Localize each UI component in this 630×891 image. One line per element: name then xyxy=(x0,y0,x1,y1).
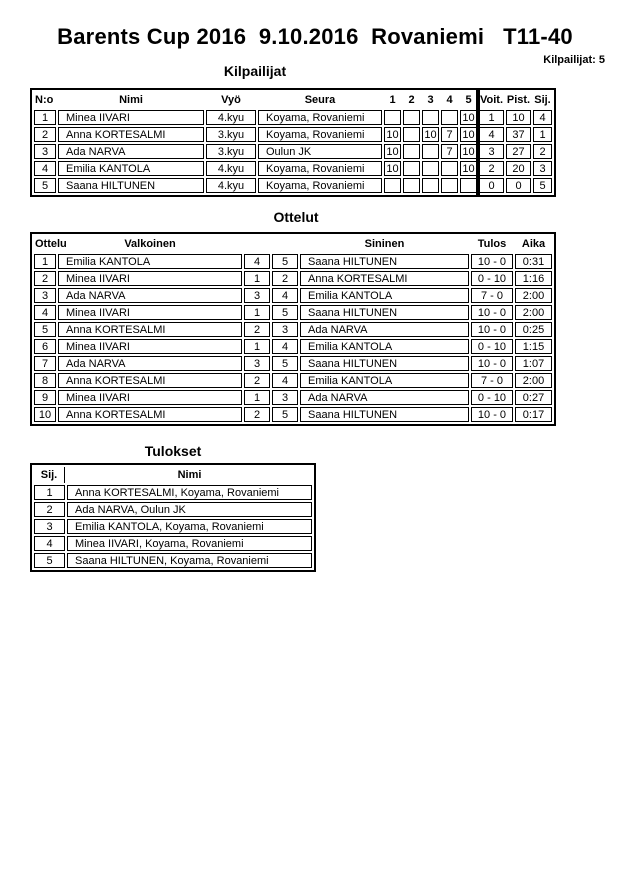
competitor-round-2-cell xyxy=(403,178,420,193)
match-row xyxy=(34,271,552,286)
competitor-round-1-cell xyxy=(384,110,401,125)
result-place-cell: 1 xyxy=(34,485,65,500)
competitor-round-3-cell xyxy=(422,178,439,193)
competitor-round-5-cell: 10 xyxy=(460,144,477,159)
competitor-points-cell: 27 xyxy=(506,144,531,159)
result-row xyxy=(34,519,312,534)
match-number-cell: 3 xyxy=(34,288,56,303)
competitor-round-2-cell xyxy=(403,144,420,159)
competitor-points-cell: 37 xyxy=(506,127,531,142)
match-blue-number-cell: 3 xyxy=(272,322,298,337)
match-blue-name-cell: Emilia KANTOLA xyxy=(300,339,469,354)
competitor-wins-cell: 4 xyxy=(479,127,504,142)
match-time-cell: 1:15 xyxy=(515,339,552,354)
competitor-row xyxy=(34,144,552,159)
competitor-row xyxy=(34,110,552,125)
match-blue-number-cell: 5 xyxy=(272,356,298,371)
competitors-group-divider xyxy=(476,88,480,197)
match-row xyxy=(34,373,552,388)
result-row xyxy=(34,502,312,517)
header-wins: Voit. xyxy=(479,94,503,106)
match-time-cell: 2:00 xyxy=(515,305,552,320)
matches-table xyxy=(30,232,556,426)
match-blue-name-cell: Saana HILTUNEN xyxy=(300,305,469,320)
header-points: Pist. xyxy=(506,94,531,106)
competitor-round-1-cell: 10 xyxy=(384,127,401,142)
match-number-cell: 8 xyxy=(34,373,56,388)
match-white-name-cell: Emilia KANTOLA xyxy=(58,254,242,269)
section-title-results: Tulokset xyxy=(144,443,202,459)
result-name-cell: Ada NARVA, Oulun JK xyxy=(67,502,312,517)
match-row xyxy=(34,322,552,337)
competitor-number-cell: 5 xyxy=(34,178,56,193)
match-result-cell: 10 - 0 xyxy=(471,407,513,422)
match-result-cell: 0 - 10 xyxy=(471,271,513,286)
header-place: Sij. xyxy=(534,94,551,106)
match-row xyxy=(34,407,552,422)
match-white-name-cell: Minea IIVARI xyxy=(58,339,242,354)
header-round-5: 5 xyxy=(465,94,472,106)
competitor-club-cell: Koyama, Rovaniemi xyxy=(258,110,382,125)
competitor-round-1-cell xyxy=(384,178,401,193)
competitor-row xyxy=(34,127,552,142)
match-row xyxy=(34,390,552,405)
competitor-round-3-cell xyxy=(422,110,439,125)
competitor-round-5-cell: 10 xyxy=(460,127,477,142)
competitor-name-cell: Ada NARVA xyxy=(58,144,204,159)
competitor-belt-cell: 3.kyu xyxy=(206,144,256,159)
match-number-cell: 4 xyxy=(34,305,56,320)
competitor-name-cell: Anna KORTESALMI xyxy=(58,127,204,142)
match-number-cell: 9 xyxy=(34,390,56,405)
competitor-round-2-cell xyxy=(403,110,420,125)
match-result-cell: 7 - 0 xyxy=(471,288,513,303)
header-result-place: Sij. xyxy=(34,467,65,483)
match-time-cell: 0:31 xyxy=(515,254,552,269)
section-title-matches: Ottelut xyxy=(273,209,319,225)
header-round-1: 1 xyxy=(389,94,396,106)
competitor-number-cell: 3 xyxy=(34,144,56,159)
competitor-points-cell: 10 xyxy=(506,110,531,125)
result-name-cell: Emilia KANTOLA, Koyama, Rovaniemi xyxy=(67,519,312,534)
competitor-row xyxy=(34,161,552,176)
match-time-cell: 0:27 xyxy=(515,390,552,405)
match-white-number-cell: 2 xyxy=(244,322,270,337)
result-row xyxy=(34,536,312,551)
match-time-cell: 1:16 xyxy=(515,271,552,286)
match-number-cell: 5 xyxy=(34,322,56,337)
match-blue-number-cell: 5 xyxy=(272,305,298,320)
match-row xyxy=(34,356,552,371)
header-belt: Vyö xyxy=(221,94,241,106)
competitor-row xyxy=(34,178,552,193)
competitor-belt-cell: 4.kyu xyxy=(206,161,256,176)
competitor-round-3-cell: 10 xyxy=(422,127,439,142)
competitor-round-4-cell: 7 xyxy=(441,144,458,159)
competitor-number-cell: 4 xyxy=(34,161,56,176)
match-blue-name-cell: Ada NARVA xyxy=(300,322,469,337)
competitor-club-cell: Koyama, Rovaniemi xyxy=(258,161,382,176)
results-table-body xyxy=(34,485,312,568)
competitor-round-4-cell xyxy=(441,110,458,125)
result-name-cell: Saana HILTUNEN, Koyama, Rovaniemi xyxy=(67,553,312,568)
competitor-belt-cell: 4.kyu xyxy=(206,178,256,193)
match-blue-number-cell: 5 xyxy=(272,407,298,422)
match-time-cell: 2:00 xyxy=(515,288,552,303)
result-name-cell: Minea IIVARI, Koyama, Rovaniemi xyxy=(67,536,312,551)
result-name-cell: Anna KORTESALMI, Koyama, Rovaniemi xyxy=(67,485,312,500)
competitor-round-5-cell: 10 xyxy=(460,110,477,125)
competitor-number-cell: 1 xyxy=(34,110,56,125)
match-white-number-cell: 1 xyxy=(244,339,270,354)
header-blue-number xyxy=(272,236,298,252)
competitor-round-2-cell xyxy=(403,127,420,142)
match-blue-number-cell: 4 xyxy=(272,339,298,354)
competitor-round-5-cell xyxy=(460,178,477,193)
header-result-name: Nimi xyxy=(177,469,202,481)
match-blue-number-cell: 5 xyxy=(272,254,298,269)
header-result: Tulos xyxy=(477,238,507,250)
competitor-place-cell: 2 xyxy=(533,144,552,159)
competitor-round-5-cell: 10 xyxy=(460,161,477,176)
competitor-round-4-cell xyxy=(441,161,458,176)
result-place-cell: 3 xyxy=(34,519,65,534)
match-time-cell: 1:07 xyxy=(515,356,552,371)
match-result-cell: 7 - 0 xyxy=(471,373,513,388)
header-blue: Sininen xyxy=(364,238,405,250)
match-white-name-cell: Minea IIVARI xyxy=(58,390,242,405)
match-blue-name-cell: Saana HILTUNEN xyxy=(300,407,469,422)
competitor-place-cell: 5 xyxy=(533,178,552,193)
match-blue-name-cell: Anna KORTESALMI xyxy=(300,271,469,286)
competitor-place-cell: 3 xyxy=(533,161,552,176)
match-result-cell: 10 - 0 xyxy=(471,356,513,371)
competitor-name-cell: Minea IIVARI xyxy=(58,110,204,125)
match-blue-name-cell: Saana HILTUNEN xyxy=(300,254,469,269)
match-time-cell: 2:00 xyxy=(515,373,552,388)
header-club: Seura xyxy=(304,94,336,106)
result-row xyxy=(34,553,312,568)
match-white-number-cell: 3 xyxy=(244,356,270,371)
match-white-name-cell: Anna KORTESALMI xyxy=(58,407,242,422)
competitors-table-body xyxy=(34,110,552,193)
competitor-points-cell: 0 xyxy=(506,178,531,193)
competitor-round-2-cell xyxy=(403,161,420,176)
header-name: Nimi xyxy=(119,94,143,106)
match-row xyxy=(34,254,552,269)
competitor-round-3-cell xyxy=(422,144,439,159)
match-white-name-cell: Anna KORTESALMI xyxy=(58,373,242,388)
match-blue-name-cell: Emilia KANTOLA xyxy=(300,288,469,303)
header-round-2: 2 xyxy=(408,94,415,106)
competitor-club-cell: Oulun JK xyxy=(258,144,382,159)
page-title: Barents Cup 2016 9.10.2016 Rovaniemi T11-40 xyxy=(57,24,573,49)
competitor-club-cell: Koyama, Rovaniemi xyxy=(258,127,382,142)
competitor-name-cell: Saana HILTUNEN xyxy=(58,178,204,193)
competitor-round-4-cell xyxy=(441,178,458,193)
match-white-number-cell: 4 xyxy=(244,254,270,269)
matches-header-row xyxy=(34,236,552,252)
competitor-name-cell: Emilia KANTOLA xyxy=(58,161,204,176)
match-number-cell: 6 xyxy=(34,339,56,354)
match-number-cell: 2 xyxy=(34,271,56,286)
match-result-cell: 0 - 10 xyxy=(471,339,513,354)
match-white-name-cell: Anna KORTESALMI xyxy=(58,322,242,337)
section-title-competitors: Kilpailijat xyxy=(223,63,287,79)
result-place-cell: 5 xyxy=(34,553,65,568)
header-match: Ottelu xyxy=(35,238,67,250)
matches-table-body xyxy=(34,254,552,422)
match-white-number-cell: 1 xyxy=(244,271,270,286)
results-table xyxy=(30,463,316,572)
competitor-points-cell: 20 xyxy=(506,161,531,176)
header-number: N:o xyxy=(35,94,54,106)
match-blue-name-cell: Saana HILTUNEN xyxy=(300,356,469,371)
header-round-4: 4 xyxy=(446,94,453,106)
match-row xyxy=(34,305,552,320)
competitor-number-cell: 2 xyxy=(34,127,56,142)
header-time: Aika xyxy=(521,238,546,250)
match-result-cell: 0 - 10 xyxy=(471,390,513,405)
match-blue-number-cell: 4 xyxy=(272,288,298,303)
match-result-cell: 10 - 0 xyxy=(471,322,513,337)
competitor-place-cell: 1 xyxy=(533,127,552,142)
match-white-number-cell: 2 xyxy=(244,407,270,422)
competitor-round-1-cell: 10 xyxy=(384,161,401,176)
match-blue-number-cell: 4 xyxy=(272,373,298,388)
match-blue-number-cell: 2 xyxy=(272,271,298,286)
competitor-wins-cell: 1 xyxy=(479,110,504,125)
match-row xyxy=(34,288,552,303)
match-number-cell: 7 xyxy=(34,356,56,371)
match-result-cell: 10 - 0 xyxy=(471,254,513,269)
match-blue-number-cell: 3 xyxy=(272,390,298,405)
match-blue-name-cell: Ada NARVA xyxy=(300,390,469,405)
competitor-wins-cell: 3 xyxy=(479,144,504,159)
match-white-number-cell: 2 xyxy=(244,373,270,388)
result-place-cell: 4 xyxy=(34,536,65,551)
match-white-name-cell: Minea IIVARI xyxy=(58,271,242,286)
competitor-round-1-cell: 10 xyxy=(384,144,401,159)
match-row xyxy=(34,339,552,354)
competitors-count-label: Kilpailijat: 5 xyxy=(543,54,605,66)
results-header-row xyxy=(34,467,312,483)
header-white: Valkoinen xyxy=(124,238,176,250)
match-white-number-cell: 1 xyxy=(244,390,270,405)
competitor-belt-cell: 3.kyu xyxy=(206,127,256,142)
competitor-round-3-cell xyxy=(422,161,439,176)
match-time-cell: 0:17 xyxy=(515,407,552,422)
competitor-club-cell: Koyama, Rovaniemi xyxy=(258,178,382,193)
competitor-wins-cell: 0 xyxy=(479,178,504,193)
competitors-header-row xyxy=(34,92,552,108)
competitor-round-4-cell: 7 xyxy=(441,127,458,142)
match-blue-name-cell: Emilia KANTOLA xyxy=(300,373,469,388)
match-result-cell: 10 - 0 xyxy=(471,305,513,320)
competitor-wins-cell: 2 xyxy=(479,161,504,176)
match-white-number-cell: 3 xyxy=(244,288,270,303)
result-place-cell: 2 xyxy=(34,502,65,517)
match-white-name-cell: Ada NARVA xyxy=(58,288,242,303)
competitor-belt-cell: 4.kyu xyxy=(206,110,256,125)
match-white-number-cell: 1 xyxy=(244,305,270,320)
header-round-3: 3 xyxy=(427,94,434,106)
result-row xyxy=(34,485,312,500)
competitor-place-cell: 4 xyxy=(533,110,552,125)
match-number-cell: 10 xyxy=(34,407,56,422)
match-white-name-cell: Minea IIVARI xyxy=(58,305,242,320)
header-white-number xyxy=(244,236,270,252)
match-time-cell: 0:25 xyxy=(515,322,552,337)
match-number-cell: 1 xyxy=(34,254,56,269)
match-white-name-cell: Ada NARVA xyxy=(58,356,242,371)
